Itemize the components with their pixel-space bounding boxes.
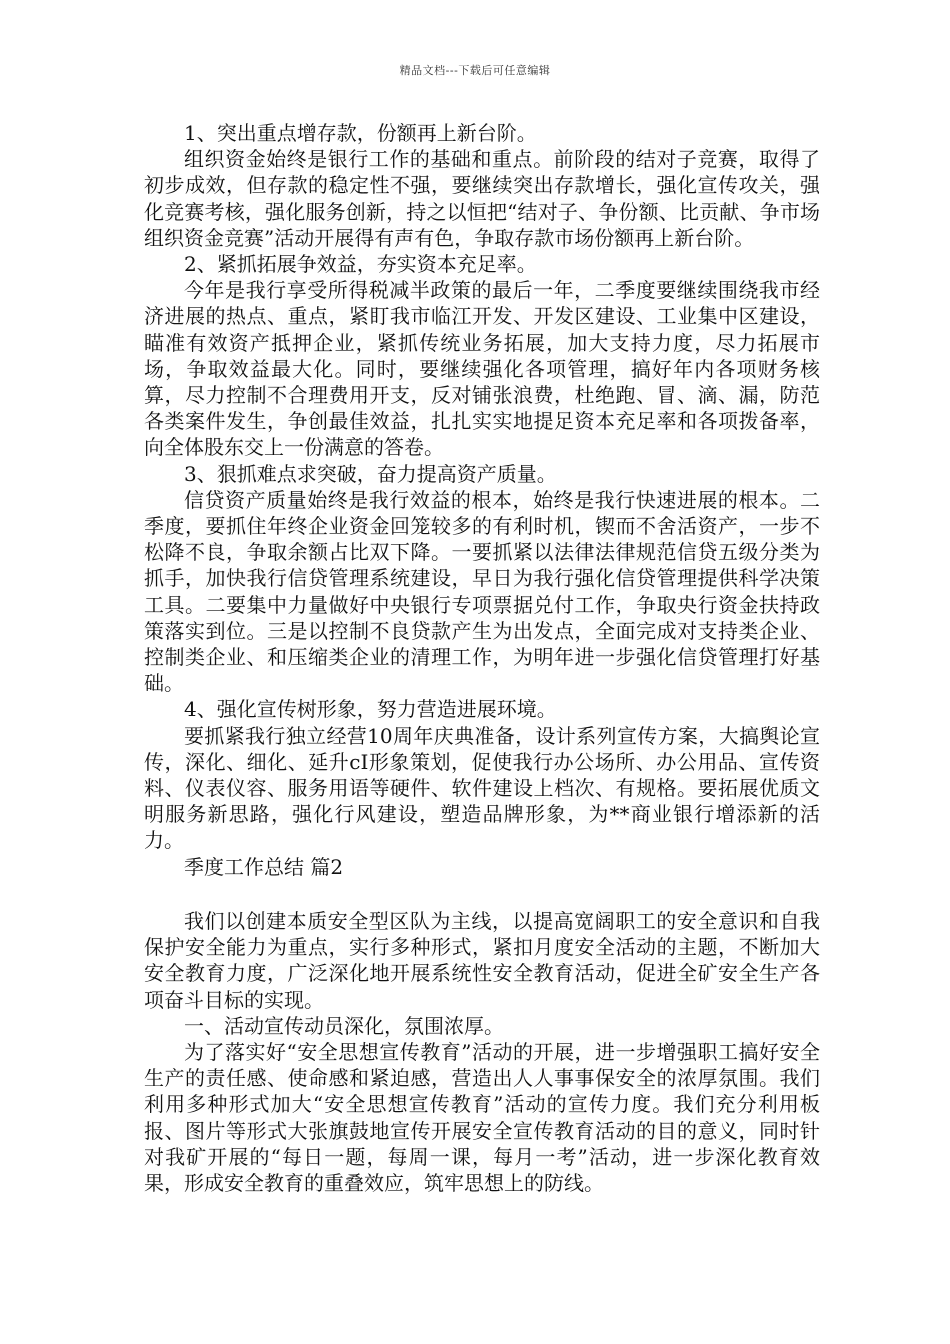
section-heading-2: 2、紧抓拓展争效益，夯实资本充足率。 [184,252,537,277]
body-paragraph: 今年是我行享受所得税减半政策的最后一年，二季度要继续围绕我市经济进展的热点、重点，紧盯我市临江开发、开发区建设、工业集中区建设，瞄准有效资产抵押企业，紧抓传统业务拓展，加大支持力度，尽力拓展市场，争取效益最大化。同时，要继续强化各项管理，搞好年内各项财务核算，尽力控制不合理费用开支，反对铺张浪费，杜绝跑、冒、滴、漏，防范各类案件发生，争创最佳效益，扎扎实实地提足资本充足率和各项拨备率，向全体股东交上一份满意的答卷。 [144,278,820,460]
body-paragraph: 为了落实好“安全思想宣传教育”活动的开展，进一步增强职工搞好安全生产的责任感、使命感和紧迫感，营造出人人事事保安全的浓厚氛围。我们利用多种形式加大“安全思想宣传教育”活动的宣传力度。我们充分利用板报、图片等形式大张旗鼓地宣传开展安全宣传教育活动的目的意义，同时针对我矿开展的“每日一题，每周一课，每月一考”活动，进一步深化教育效果，形成安全教育的重叠效应，筑牢思想上的防线。 [144,1039,820,1195]
body-paragraph: 要抓紧我行独立经营10周年庆典准备，设计系列宣传方案，大搞舆论宣传，深化、细化、延升cI形象策划，促使我行办公场所、办公用品、宣传资料、仪表仪容、服务用语等硬件、软件建设上档次、有规格。要拓展优质文明服务新思路，强化行风建设，塑造品牌形象，为**商业银行增添新的活力。 [144,723,820,853]
section-heading-1: 1、突出重点增存款，份额再上新台阶。 [184,121,537,145]
body-paragraph: 信贷资产质量始终是我行效益的根本，始终是我行快速进展的根本。二季度，要抓住年终企业资金回笼较多的有利时机，锲而不舍活资产，一步不松降不良，争取余额占比双下降。一要抓紧以法律法律规范信贷五级分类为抓手，加快我行信贷管理系统建设，早日为我行强化信贷管理提供科学决策工具。二要集中力量做好中央银行专项票据兑付工作，争取央行资金扶持政策落实到位。三是以控制不良贷款产生为出发点，全面完成对支持类企业、控制类企业、和压缩类企业的清理工作，为明年进一步强化信贷管理打好基础。 [144,487,820,696]
body-paragraph: 我们以创建本质安全型区队为主线，以提高宽阔职工的安全意识和自我保护安全能力为重点，实行多种形式，紧扣月度安全活动的主题，不断加大安全教育力度，广泛深化地开展系统性安全教育活动，促进全矿安全生产各项奋斗目标的实现。 [144,908,820,1012]
section-heading-one: 一、活动宣传动员深化，氛围浓厚。 [184,1013,504,1038]
document-body [144,120,820,1196]
article-title-part-2: 季度工作总结 篇2 [184,854,344,879]
section-heading-4: 4、强化宣传树形象，努力营造进展环境。 [184,697,557,722]
page-header: 精品文档---下载后可任意编辑 [399,64,551,77]
body-paragraph: 组织资金始终是银行工作的基础和重点。前阶段的结对子竞赛，取得了初步成效，但存款的稳定性不强，要继续突出存款增长，强化宣传攻关，强化竞赛考核，强化服务创新，持之以恒把“结对子、争份额、比贡献、争市场组织资金竞赛”活动开展得有声有色，争取存款市场份额再上新台阶。 [144,147,820,250]
section-heading-3: 3、狠抓难点求突破，奋力提高资产质量。 [184,461,557,486]
